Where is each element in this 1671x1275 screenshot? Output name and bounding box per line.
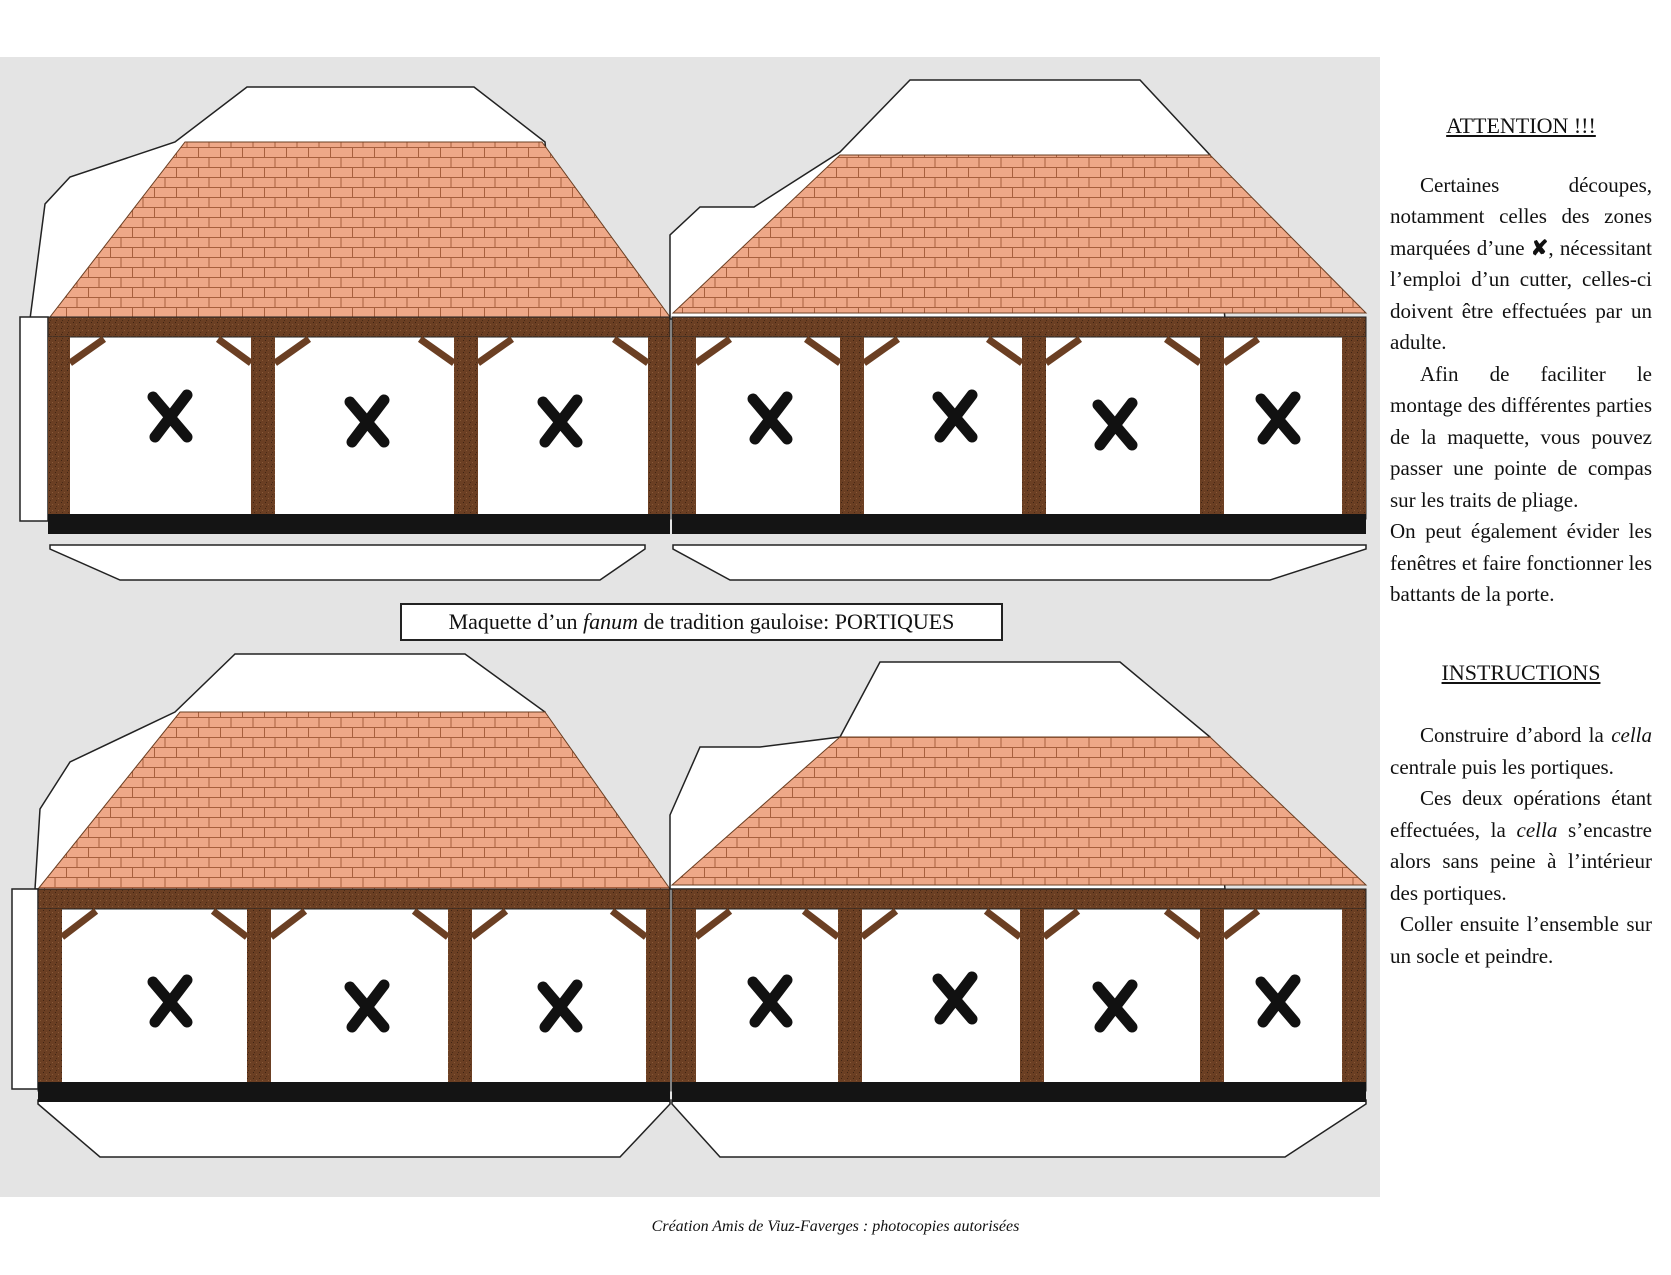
attention-p1-start: Certaines découpes, notamment celles des zones marquées d’une [1390, 172, 1652, 260]
title-prefix: Maquette d’un [448, 609, 583, 634]
attention-p1-end: , nécessitant l’emploi d’un cutter, celles-ci doivent être effectuées par un adulte. [1390, 235, 1652, 354]
instr-p1-italic: cella [1611, 723, 1652, 747]
instructions-paragraph-3: Coller ensuite l’ensemble sur un socle et peindre. [1390, 912, 1652, 968]
instructions-panel [1390, 110, 1652, 972]
portico-bottom-left [12, 654, 670, 1157]
instr-p2-italic: cella [1516, 817, 1558, 842]
instr-p2-start: Ces deux opérations étant effectuées, la [1390, 786, 1652, 842]
attention-paragraph-2: Afin de faciliter le montage des différentes parties de la maquette, vous pouvez passer une pointe de compas sur les traits de pliage. [1390, 361, 1652, 512]
x-mark-icon: ✘ [1530, 235, 1549, 260]
title-italic-word: fanum [582, 609, 638, 634]
instructions-paragraph-1 [1390, 720, 1652, 783]
attention-heading: ATTENTION !!! [1446, 113, 1596, 138]
instructions-paragraph-2 [1390, 783, 1652, 909]
instr-p1-start: Construire d’abord la [1420, 723, 1612, 747]
portico-top-right [670, 80, 1366, 580]
attention-paragraph-3: On peut également évider les fenêtres et faire fonctionner les battants de la porte. [1390, 519, 1652, 606]
instr-p2-end: s’encastre alors sans peine à l’intérieur des portiques. [1390, 817, 1652, 905]
portico-top-left [20, 87, 670, 580]
instr-p1-end: centrale puis les portiques. [1390, 754, 1614, 779]
title-suffix: de tradition gauloise: PORTIQUES [637, 609, 955, 634]
credit-line: Création Amis de Viuz-Faverges : photocopies autorisées [651, 1218, 1020, 1235]
attention-paragraph-1 [1390, 170, 1652, 359]
instructions-heading: INSTRUCTIONS [1441, 659, 1601, 685]
portico-bottom-right [670, 662, 1366, 1157]
model-title [400, 603, 1003, 641]
